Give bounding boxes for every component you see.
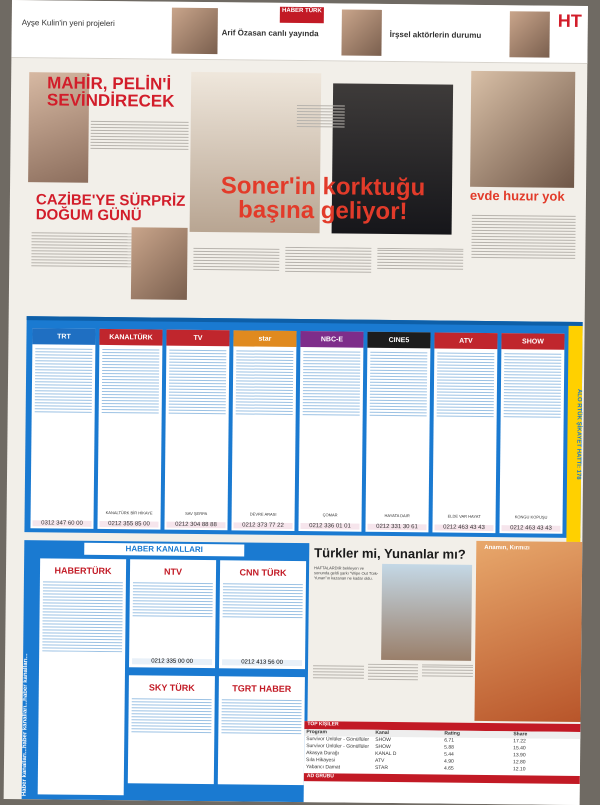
schedule-lines — [31, 344, 96, 505]
news-channel-logo: NTV — [163, 566, 183, 577]
channel-show-caption: KANALTÜRK BİR HİKAYE — [105, 510, 153, 516]
tv-schedule-grid — [24, 316, 582, 538]
channel-logo: TV — [166, 330, 229, 347]
copy-huzur — [471, 213, 576, 310]
channel-show-caption: ELDE VAR HAYAT — [447, 513, 481, 519]
rtuk-side-strip: ALO RTÜK ŞİKAYET HATTI: 178 — [566, 326, 582, 542]
news-channel-column — [38, 558, 126, 795]
top-story-center: Arif Özasan canlı yayında — [221, 28, 319, 39]
schedule-lines — [366, 348, 431, 509]
channel-show-caption: ÇOMAR — [322, 512, 338, 518]
copy-soner — [193, 246, 464, 311]
top-strip — [11, 0, 588, 64]
schedule-lines — [299, 347, 364, 508]
top-story-left: Ayşe Kulin'in yeni projeleri — [21, 18, 115, 29]
news-channel-phone — [131, 780, 211, 781]
channel-phone: 0212 336 01 01 — [300, 523, 359, 530]
news-schedule-lines — [221, 697, 302, 770]
photo-top-right — [509, 11, 549, 57]
channel-phone: 0212 463 43 43 — [434, 524, 493, 531]
schedule-lines — [98, 345, 163, 506]
tv-channel-column — [499, 333, 564, 534]
news-channel-logo: TGRT HABER — [232, 683, 292, 694]
photo-top-left — [171, 8, 217, 54]
photo-survivor — [381, 564, 472, 661]
schedule-lines — [500, 349, 565, 510]
news-channel-column — [129, 559, 216, 668]
haberturk-logo: HABER TÜRK — [280, 7, 324, 23]
channel-show-caption: DEVRE ARASI — [249, 511, 277, 517]
photo-woman — [474, 541, 582, 722]
haber-kanallari-banner: HABER KANALLARI — [84, 543, 244, 557]
news-channel-logo: SKY TÜRK — [148, 682, 195, 693]
news-schedule-lines — [132, 580, 213, 653]
ad-group-title: AD GRUBU — [304, 773, 580, 784]
news-channel-phone — [221, 781, 301, 782]
channel-phone: 0212 463 43 43 — [501, 525, 560, 532]
tv-channel-column — [298, 331, 363, 532]
table-row: Sıla Hikayesi ATV 4.90 12.80 — [306, 757, 526, 766]
haber-kanallari-panel — [22, 540, 310, 802]
channel-logo: TRT — [32, 328, 95, 345]
news-channel-phone: 0212 335 00 00 — [132, 658, 212, 665]
channel-show-caption: SAV ŞERPA — [185, 510, 208, 517]
schedule-lines — [433, 348, 498, 509]
photo-top-center — [341, 9, 381, 55]
channel-phone: 0212 373 77 22 — [233, 522, 292, 529]
tv-channel-column — [231, 330, 296, 531]
newspaper-page — [4, 0, 588, 805]
channel-phone: 0212 355 85 00 — [99, 521, 158, 528]
news-channel-phone — [41, 791, 121, 792]
rating-tables — [304, 721, 581, 805]
channel-phone: 0312 347 60 00 — [32, 520, 91, 527]
photo-family — [470, 71, 575, 188]
copy-cazibe — [31, 230, 132, 305]
top-table-title: TOP KİŞİLER — [304, 721, 580, 732]
table-row: Akasya Durağı KANAL D 5.44 13.90 — [306, 750, 526, 759]
channel-logo: KANALTÜRK — [99, 329, 162, 346]
news-channel-column — [218, 676, 305, 785]
channel-phone: 0212 331 30 61 — [367, 524, 426, 531]
channel-show-caption — [33, 514, 92, 515]
tv-channel-column — [164, 330, 229, 531]
channel-logo: SHOW — [501, 333, 564, 350]
headline-huzur: evde huzur yok — [469, 187, 565, 204]
news-schedule-lines — [131, 696, 212, 769]
table-row: Survivor Ünlüler - Gönüllüler SHOW 5.88 15.40 — [306, 743, 526, 752]
haber-side-strip: Haber kanalları...haber kanalları...haber kanalları... — [21, 653, 30, 797]
channel-logo: CINE5 — [367, 332, 430, 349]
schedule-lines — [232, 346, 297, 507]
channel-show-caption: KONGU KOPUŞU — [514, 514, 548, 520]
tv-channel-column — [97, 329, 162, 530]
copy-mahir — [90, 119, 189, 182]
channel-phone: 0212 304 88 88 — [166, 522, 225, 529]
channel-show-caption: HAYATA DAIR — [384, 512, 410, 519]
news-channel-column — [128, 675, 215, 784]
news-channel-phone: 0212 413 56 00 — [222, 659, 302, 666]
headline-mahir: MAHİR, PELİN'İ SEVİNDİRECEK — [46, 73, 175, 111]
news-channel-logo: HABERTÜRK — [54, 565, 112, 577]
channel-logo: star — [233, 330, 296, 347]
channel-logo: NBC-E — [300, 331, 363, 348]
tv-channel-column — [365, 332, 430, 533]
headline-soner: Soner'in korktuğu başına geliyor! — [220, 172, 426, 226]
tv-channel-column — [432, 332, 497, 533]
table-header: Program Kanal Rating Share — [304, 729, 580, 739]
news-channel-logo: CNN TÜRK — [239, 567, 287, 578]
table-row: Survivor Ünlüler - Gönüllüler SHOW 6.71 17.22 — [306, 736, 526, 745]
news-channel-column — [219, 560, 306, 669]
feature-lead: HAFTALARDIR bekleyen ve sonunda geldi şarkı "Wipe Out Türk-Yunan"ın kazanan ne kadar oldu. — [313, 565, 379, 581]
ht-corner-logo: HT — [557, 10, 582, 31]
feature-headline: Türkler mi, Yunanlar mı? — [314, 545, 466, 562]
photo-caption: Anamın, Kırmızı — [484, 544, 530, 552]
copy-feature — [313, 663, 474, 719]
schedule-lines — [165, 346, 230, 507]
news-schedule-lines — [42, 579, 123, 652]
copy-soner-top — [296, 103, 345, 155]
channel-logo: ATV — [434, 332, 497, 349]
tv-channel-column — [30, 328, 95, 529]
top-story-right: İrşsel aktörlerin durumu — [389, 29, 482, 40]
photo-cazibe — [131, 227, 188, 300]
table-row: Yabancı Damat STAR 4.65 12.10 — [305, 764, 526, 773]
news-schedule-lines — [222, 581, 303, 654]
headline-cazibe: CAZİBE'YE SÜRPRİZ DOĞUM GÜNÜ — [35, 191, 186, 225]
